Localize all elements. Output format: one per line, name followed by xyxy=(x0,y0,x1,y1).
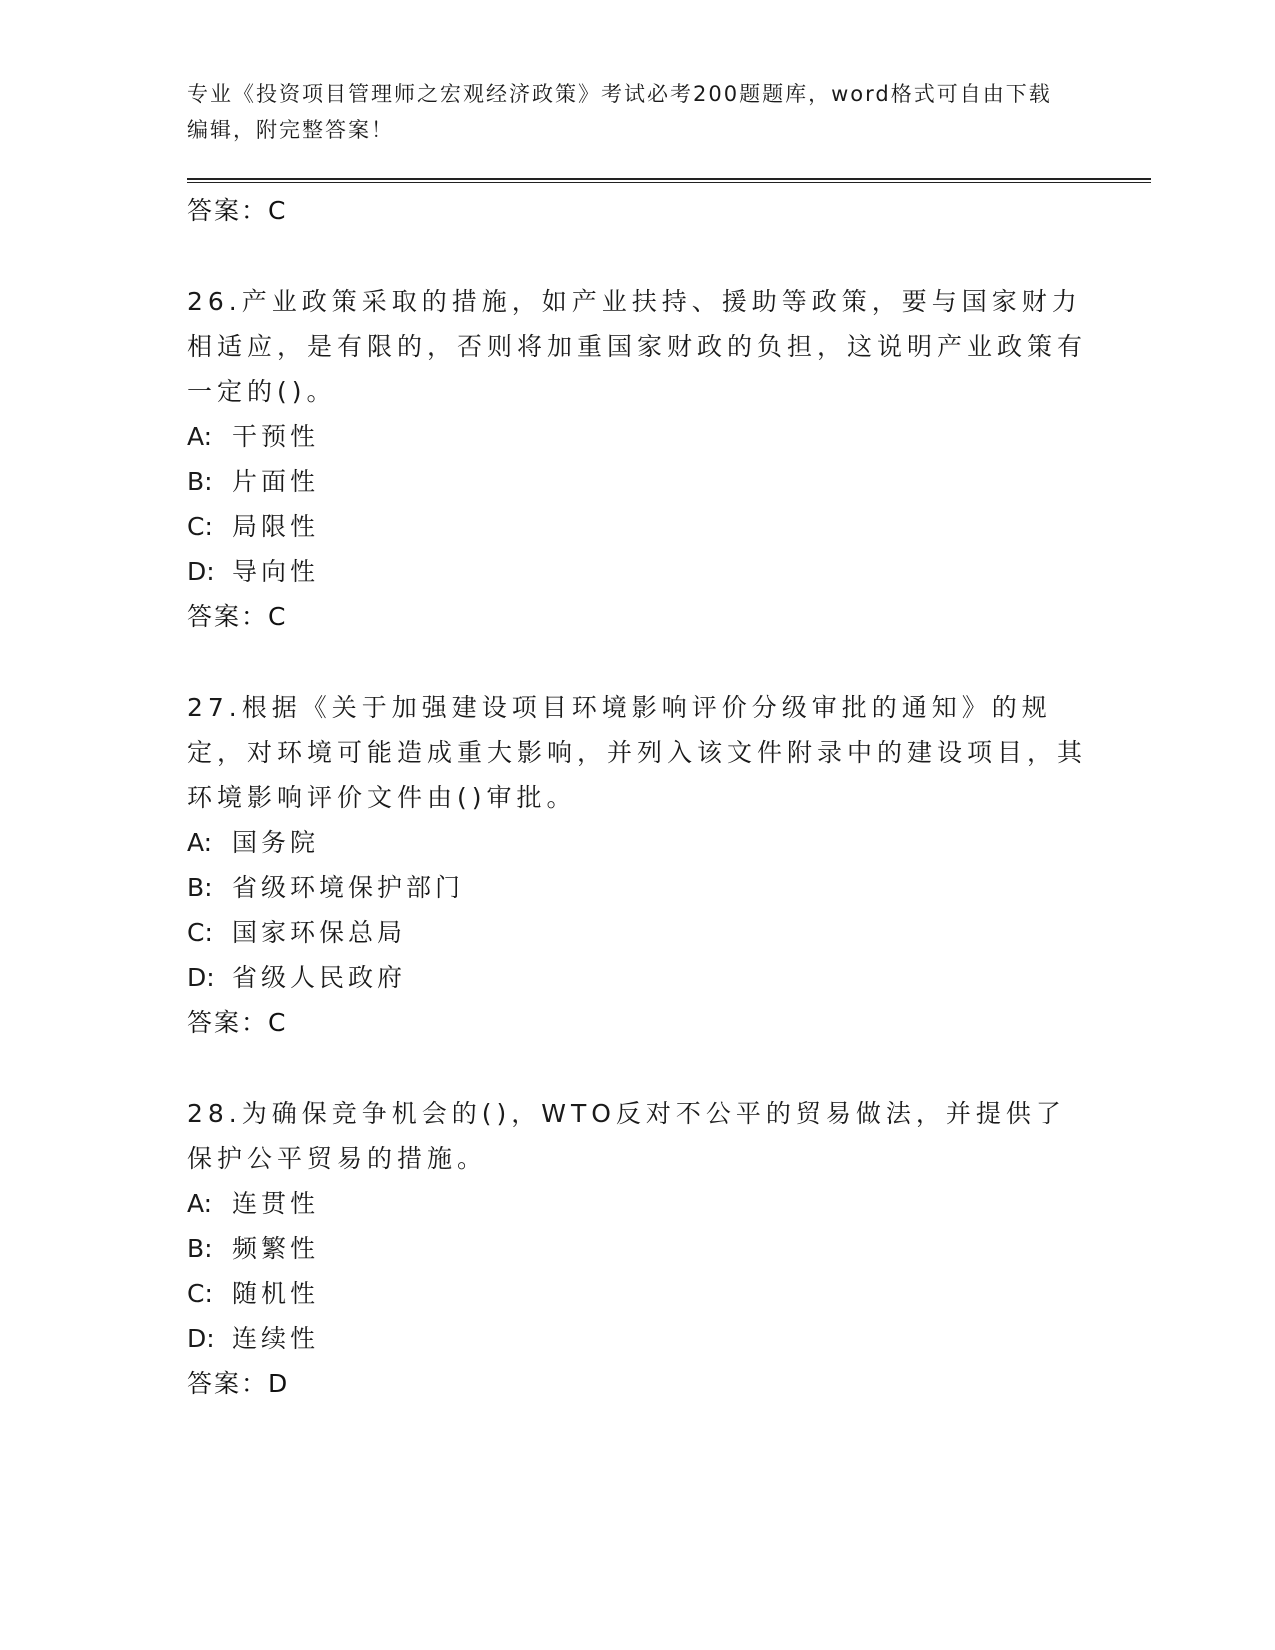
option-letter: A: xyxy=(187,422,213,451)
option-text: 片面性 xyxy=(232,467,320,496)
option-text: 干预性 xyxy=(232,422,320,451)
option-text: 连贯性 xyxy=(232,1189,320,1218)
option-letter: B: xyxy=(187,873,213,902)
option-c xyxy=(187,504,1087,549)
option-text: 频繁性 xyxy=(232,1234,320,1263)
option-letter: C: xyxy=(187,512,213,541)
option-c xyxy=(187,1271,1087,1316)
option-text: 导向性 xyxy=(232,557,320,586)
option-d xyxy=(187,955,1087,1000)
option-a xyxy=(187,820,1087,865)
option-b xyxy=(187,865,1087,910)
question-stem: 27.根据《关于加强建设项目环境影响评价分级审批的通知》的规定，对环境可能造成重大影响，并列入该文件附录中的建设项目，其环境影响评价文件由()审批。 xyxy=(187,693,1088,812)
option-text: 国家环保总局 xyxy=(232,918,407,947)
option-a xyxy=(187,414,1087,459)
option-letter: A: xyxy=(187,828,213,857)
option-letter: D: xyxy=(187,963,215,992)
question-stem: 26.产业政策采取的措施，如产业扶持、援助等政策，要与国家财力相适应，是有限的，否则将加重国家财政的负担，这说明产业政策有一定的()。 xyxy=(187,287,1088,406)
option-letter: C: xyxy=(187,918,213,947)
option-b xyxy=(187,1226,1087,1271)
option-letter: D: xyxy=(187,1324,215,1353)
header-divider xyxy=(187,178,1151,183)
question-27 xyxy=(187,685,1087,1046)
option-letter: C: xyxy=(187,1279,213,1308)
option-text: 省级人民政府 xyxy=(232,963,407,992)
question-stem: 28.为确保竞争机会的()，WTO反对不公平的贸易做法，并提供了保护公平贸易的措施。 xyxy=(187,1099,1066,1173)
answer-line: 答案：C xyxy=(187,602,288,631)
option-text: 省级环境保护部门 xyxy=(232,873,465,902)
option-c xyxy=(187,910,1087,955)
question-26 xyxy=(187,279,1087,640)
page-header xyxy=(187,76,1067,148)
option-text: 连续性 xyxy=(232,1324,320,1353)
question-list xyxy=(187,188,1087,1407)
option-d xyxy=(187,549,1087,594)
header-text: 专业《投资项目管理师之宏观经济政策》考试必考200题题库，word格式可自由下载编辑，附完整答案！ xyxy=(187,82,1052,142)
option-letter: D: xyxy=(187,557,215,586)
option-text: 局限性 xyxy=(232,512,320,541)
option-letter: B: xyxy=(187,1234,213,1263)
answer-line: 答案：D xyxy=(187,1369,290,1398)
option-text: 国务院 xyxy=(232,828,320,857)
option-a xyxy=(187,1181,1087,1226)
question-28 xyxy=(187,1091,1087,1407)
answer-line: 答案：C xyxy=(187,1008,288,1037)
option-letter: B: xyxy=(187,467,213,496)
option-letter: A: xyxy=(187,1189,213,1218)
previous-answer: 答案：C xyxy=(187,196,288,225)
option-b xyxy=(187,459,1087,504)
option-d xyxy=(187,1316,1087,1361)
option-text: 随机性 xyxy=(232,1279,320,1308)
